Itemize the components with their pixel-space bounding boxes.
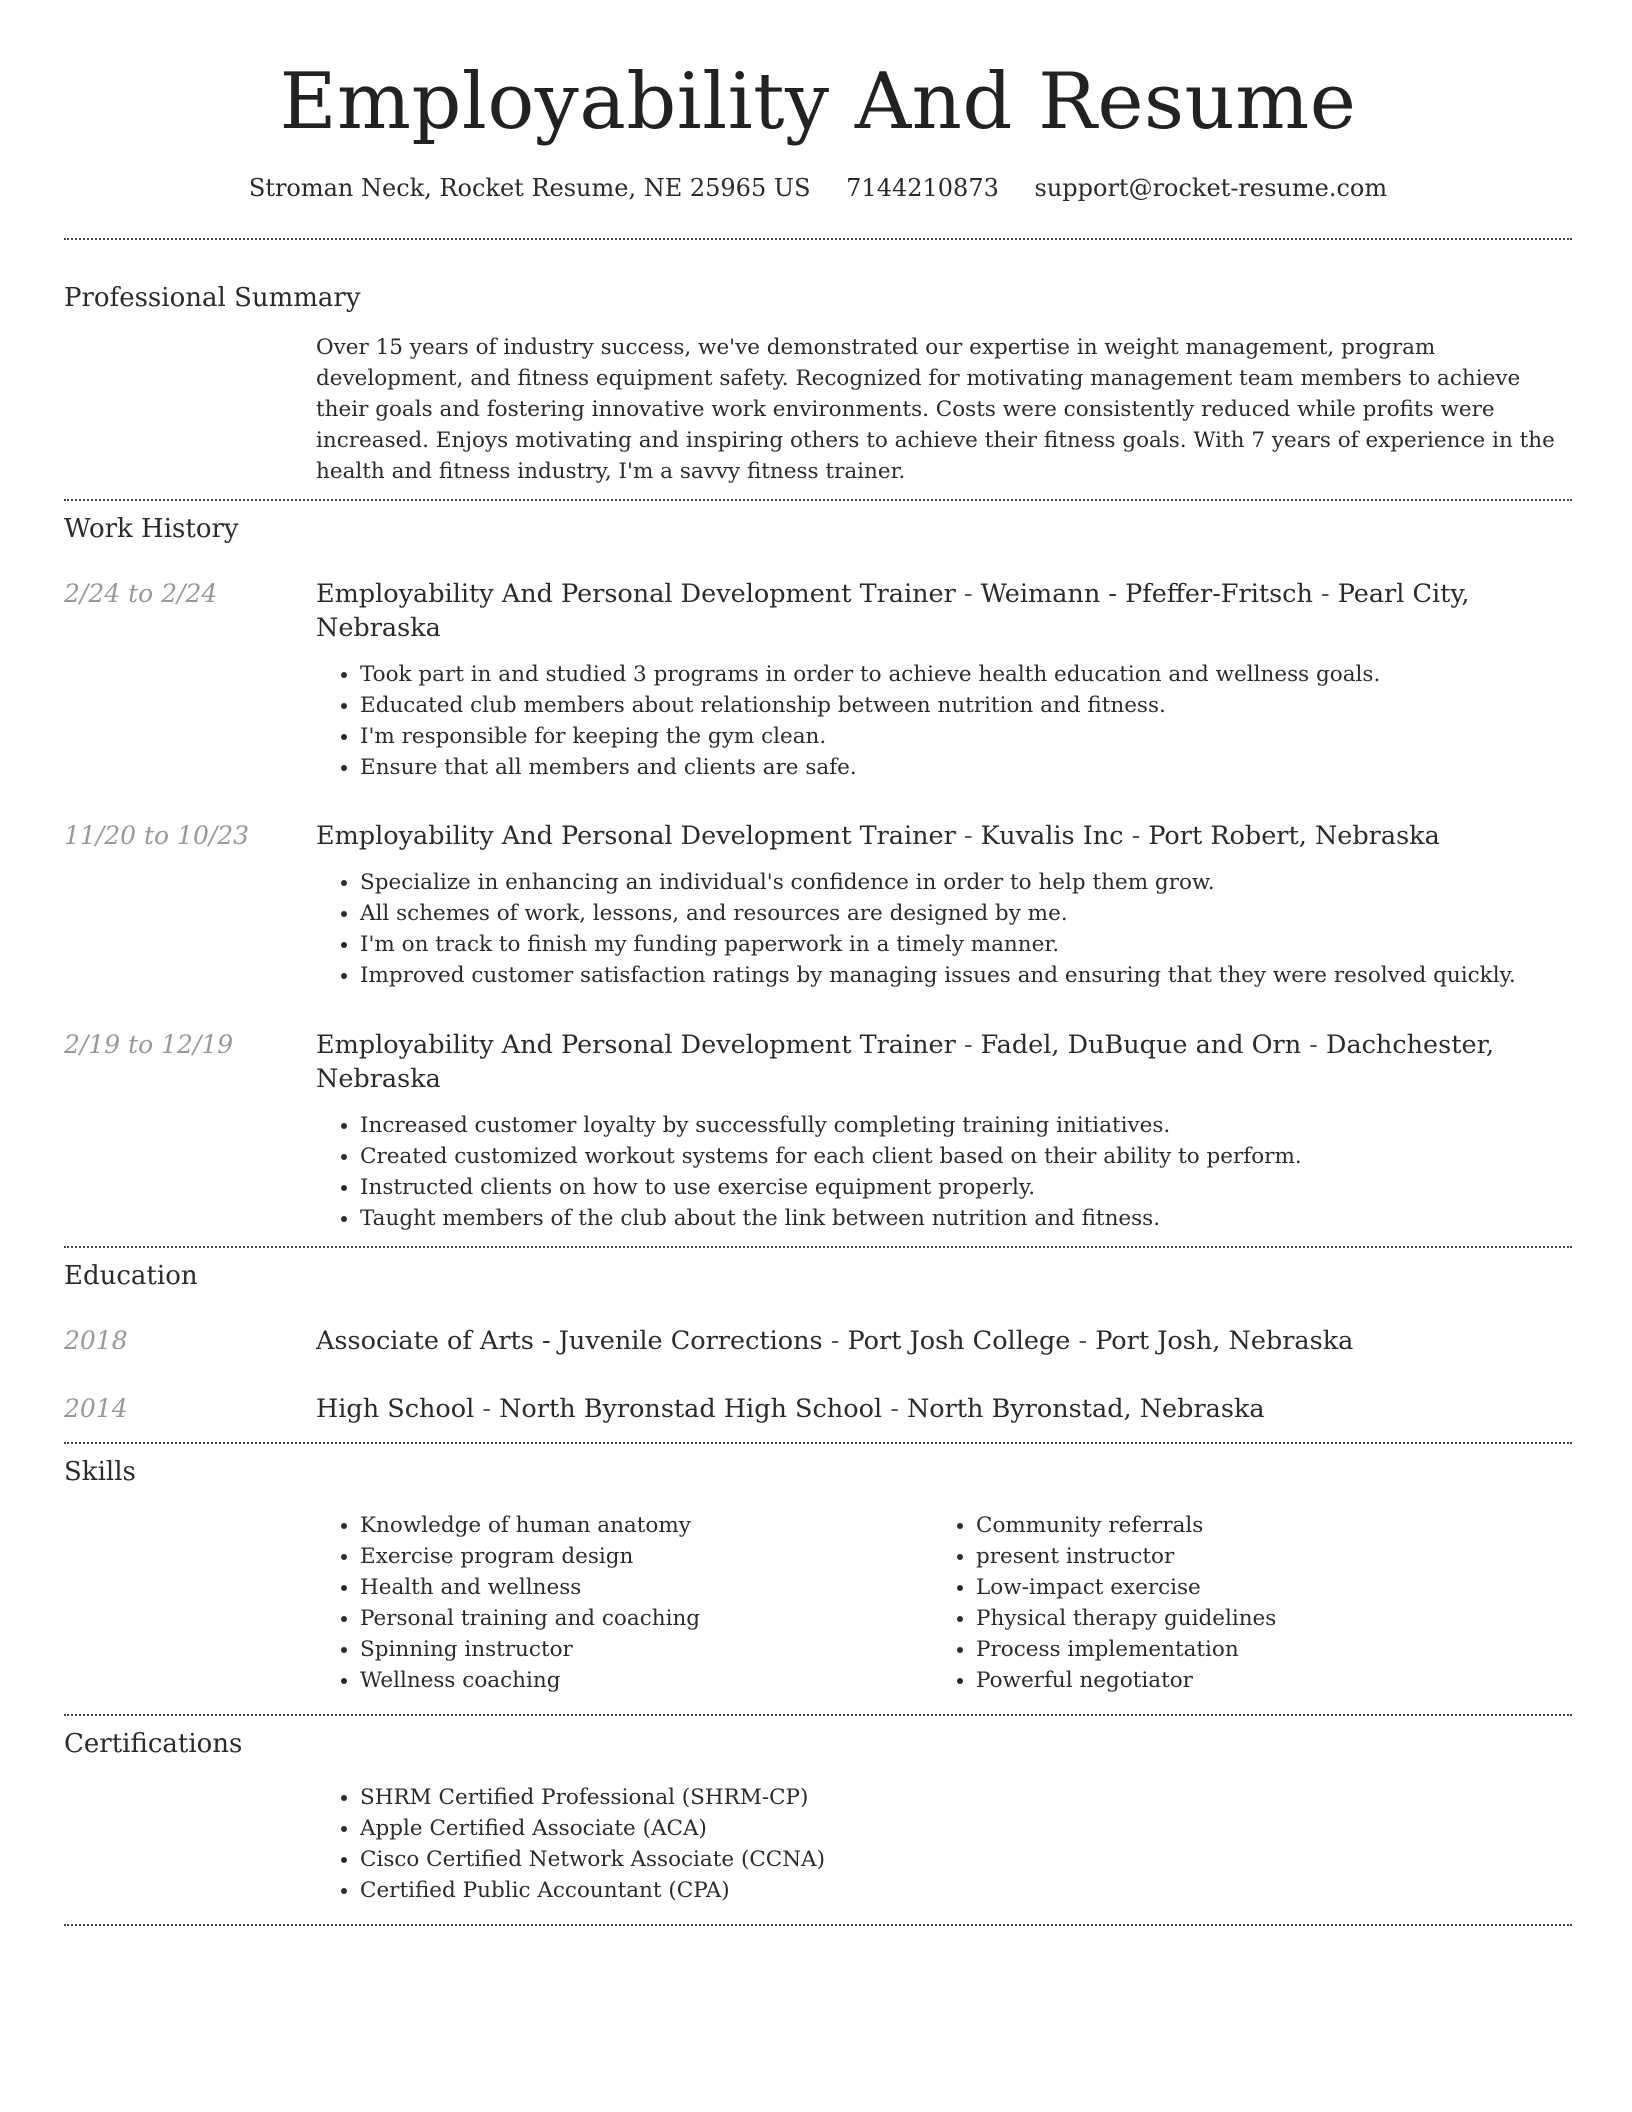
job-company: Fadel, DuBuque and Orn (980, 1030, 1302, 1060)
job-bullets (316, 659, 1572, 783)
list-item: • Taught members of the club about the link between nutrition and fitness. (360, 1203, 1572, 1234)
job-heading: Employability And Personal Development Trainer - Weimann - Pfeffer-Fritsch - Pearl City, Nebraska (316, 579, 1470, 643)
list-item: • Improved customer satisfaction ratings by managing issues and ensuring that they were resolved quickly. (360, 960, 1572, 991)
certifications-heading: Certifications (64, 1729, 243, 1759)
job-bullets (316, 1110, 1572, 1234)
list-item: • Wellness coaching (360, 1665, 932, 1696)
work-history-heading: Work History (64, 514, 239, 544)
section-divider (64, 238, 1572, 240)
job-location: Dachchester, Nebraska (316, 1030, 1495, 1094)
list-item: • Specialize in enhancing an individual's confidence in order to help them grow. (360, 867, 1572, 898)
job-entry (64, 577, 1572, 783)
list-item: • I'm responsible for keeping the gym clean. (360, 721, 1572, 752)
list-item: • Certified Public Accountant (CPA) (360, 1875, 1572, 1906)
job-heading: Employability And Personal Development Trainer - Kuvalis Inc - Port Robert, Nebraska (316, 821, 1440, 851)
list-item: • Cisco Certified Network Associate (CCNA) (360, 1844, 1572, 1875)
job-date: 2/19 to 12/19 (64, 1030, 234, 1059)
skills-columns (316, 1510, 1572, 1696)
job-bullets (316, 867, 1572, 991)
education-entry (64, 1324, 1572, 1358)
list-item: • Spinning instructor (360, 1634, 932, 1665)
job-date: 2/24 to 2/24 (64, 579, 218, 608)
education-location: Port Josh, Nebraska (1095, 1326, 1354, 1356)
job-company: Weimann - Pfeffer-Fritsch (980, 579, 1313, 609)
job-company: Kuvalis Inc (980, 821, 1124, 851)
list-item: • Physical therapy guidelines (976, 1603, 1548, 1634)
education-heading-line: Associate of Arts - Juvenile Corrections - Port Josh College - Port Josh, Nebraska (316, 1326, 1354, 1356)
list-item: • Educated club members about relationship between nutrition and fitness. (360, 690, 1572, 721)
contact-phone: 7144210873 (846, 174, 999, 202)
education-year: 2014 (64, 1394, 128, 1423)
list-item: • All schemes of work, lessons, and resources are designed by me. (360, 898, 1572, 929)
education-entry (64, 1392, 1572, 1426)
section-divider (64, 499, 1572, 501)
list-item: • Took part in and studied 3 programs in order to achieve health education and wellness goals. (360, 659, 1572, 690)
list-item: • I'm on track to finish my funding paperwork in a timely manner. (360, 929, 1572, 960)
education-degree: High School (316, 1394, 475, 1424)
summary-heading: Professional Summary (64, 283, 361, 313)
job-date: 11/20 to 10/23 (64, 821, 250, 850)
list-item: • Community referrals (976, 1510, 1548, 1541)
education-school: Port Josh College (847, 1326, 1071, 1356)
section-divider (64, 1442, 1572, 1444)
list-item: • Powerful negotiator (976, 1665, 1548, 1696)
summary-text: Over 15 years of industry success, we've demonstrated our expertise in weight management, program development, and fitness equipment safety. Recognized for motivating management team members to achieve their goals and fostering innovative work environments. Costs were consistently reduced while profits were increased. Enjoys motivating and inspiring others to achieve their fitness goals. With 7 years of experience in the health and fitness industry, I'm a savvy fitness trainer. (316, 335, 1555, 484)
section-divider (64, 1714, 1572, 1716)
list-item: • Ensure that all members and clients are safe. (360, 752, 1572, 783)
list-item: • present instructor (976, 1541, 1548, 1572)
list-item: • Apple Certified Associate (ACA) (360, 1813, 1572, 1844)
resume-name: Employability And Resume (279, 57, 1357, 147)
list-item: • Instructed clients on how to use exercise equipment properly. (360, 1172, 1572, 1203)
job-entry (64, 1028, 1572, 1234)
list-item: • Exercise program design (360, 1541, 932, 1572)
job-location: Port Robert, Nebraska (1148, 821, 1440, 851)
list-item: • Created customized workout systems for each client based on their ability to perform. (360, 1141, 1572, 1172)
education-year: 2018 (64, 1326, 128, 1355)
education-location: North Byronstad, Nebraska (906, 1394, 1265, 1424)
contact-address: Stroman Neck, Rocket Resume, NE 25965 US (248, 174, 811, 202)
list-item: • Process implementation (976, 1634, 1548, 1665)
list-item: • Personal training and coaching (360, 1603, 932, 1634)
resume-page (64, 0, 1572, 1926)
job-location: Pearl City, Nebraska (316, 579, 1470, 643)
list-item: • Health and wellness (360, 1572, 932, 1603)
skills-heading: Skills (64, 1457, 136, 1487)
list-item: • Increased customer loyalty by successfully completing training initiatives. (360, 1110, 1572, 1141)
job-entry (64, 819, 1572, 991)
list-item: • Low-impact exercise (976, 1572, 1548, 1603)
certifications-list (316, 1782, 1572, 1906)
contact-email: support@rocket-resume.com (1034, 174, 1388, 202)
education-school: North Byronstad High School (499, 1394, 883, 1424)
education-heading-line: High School - North Byronstad High School - North Byronstad, Nebraska (316, 1394, 1265, 1424)
education-heading: Education (64, 1261, 198, 1291)
job-position: Employability And Personal Development Trainer (316, 579, 956, 609)
skills-list-left (316, 1510, 932, 1696)
list-item: • SHRM Certified Professional (SHRM-CP) (360, 1782, 1572, 1813)
contact-line (64, 172, 1572, 204)
section-divider (64, 1246, 1572, 1248)
job-position: Employability And Personal Development Trainer (316, 821, 956, 851)
list-item: • Knowledge of human anatomy (360, 1510, 932, 1541)
job-heading: Employability And Personal Development Trainer - Fadel, DuBuque and Orn - Dachchester, Nebraska (316, 1030, 1495, 1094)
job-position: Employability And Personal Development Trainer (316, 1030, 956, 1060)
education-degree: Associate of Arts - Juvenile Corrections (316, 1326, 823, 1356)
section-divider (64, 1924, 1572, 1926)
skills-list-right (932, 1510, 1548, 1696)
